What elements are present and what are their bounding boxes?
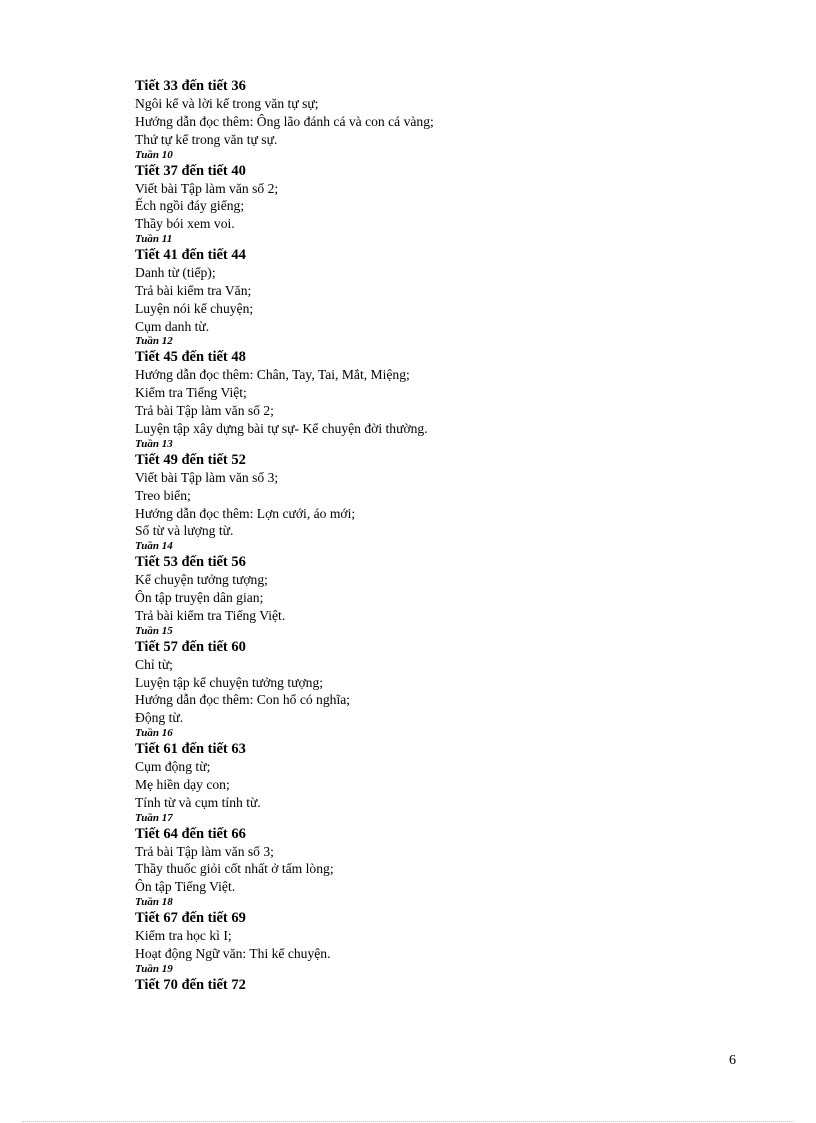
week-block — [135, 540, 735, 625]
lesson-item: Ngôi kể và lời kể trong văn tự sự; — [135, 96, 319, 111]
lesson-item: Mẹ hiền dạy con; — [135, 776, 230, 792]
lesson-range-heading: Tiết 33 đến tiết 36 — [135, 78, 246, 94]
lesson-range-heading: Tiết 67 đến tiết 69 — [135, 910, 246, 927]
lesson-item: Chỉ từ; — [135, 656, 173, 672]
week-heading: Tuần 19 — [135, 962, 173, 975]
lesson-item: Trả bài Tập làm văn số 2; — [135, 403, 274, 419]
lesson-range-heading: Tiết 61 đến tiết 63 — [135, 741, 246, 758]
lesson-range-heading: Tiết 37 đến tiết 40 — [135, 162, 246, 179]
week-heading: Tuần 15 — [135, 624, 173, 637]
lesson-item: Trả bài kiểm tra Tiếng Việt. — [135, 607, 286, 623]
lesson-item: Hướng dẫn đọc thêm: Con hổ có nghĩa; — [135, 692, 351, 708]
lesson-range-heading: Tiết 49 đến tiết 52 — [135, 451, 246, 468]
page-number: 6 — [729, 1053, 736, 1068]
syllabus-content — [135, 77, 735, 994]
week-block — [135, 896, 735, 963]
lesson-item: Hướng dẫn đọc thêm: Chân, Tay, Tai, Mắt, Miệng; — [135, 367, 410, 383]
lesson-item: Luyện nói kể chuyện; — [135, 300, 254, 316]
week-heading: Tuần 10 — [135, 148, 173, 161]
lesson-item: Danh từ (tiếp); — [135, 265, 216, 281]
lesson-item: Ôn tập Tiếng Việt. — [135, 879, 236, 895]
lesson-item: Hướng dẫn đọc thêm: Lợn cưới, áo mới; — [135, 505, 356, 521]
lesson-item: Cụm động từ; — [135, 759, 211, 775]
page-bottom-divider — [22, 1121, 794, 1122]
lesson-item: Tính từ và cụm tính từ. — [135, 794, 261, 810]
lesson-item: Hoạt động Ngữ văn: Thi kể chuyện. — [135, 946, 331, 961]
lesson-item: Thầy thuốc giỏi cốt nhất ở tấm lòng; — [135, 861, 334, 877]
week-heading: Tuần 14 — [135, 540, 173, 553]
lesson-item: Thứ tự kể trong văn tự sự. — [135, 131, 278, 147]
lesson-range-heading: Tiết 41 đến tiết 44 — [135, 247, 246, 264]
week-block — [135, 727, 735, 812]
lesson-item: Luyện tập xây dựng bài tự sự- Kể chuyện đời thường. — [135, 420, 428, 436]
lesson-item: Kiểm tra Tiếng Việt; — [135, 385, 247, 401]
week-block — [135, 963, 735, 994]
lesson-item: Kiểm tra học kì I; — [135, 928, 232, 944]
week-block — [135, 149, 735, 234]
lesson-item: Viết bài Tập làm văn số 3; — [135, 469, 279, 485]
week-block — [135, 625, 735, 727]
lesson-item: Số từ và lượng từ. — [135, 523, 234, 539]
week-block — [135, 812, 735, 897]
lesson-item: Treo biển; — [135, 487, 191, 503]
lesson-item: Động từ. — [135, 710, 184, 726]
lesson-item: Ôn tập truyện dân gian; — [135, 590, 264, 606]
lesson-item: Viết bài Tập làm văn số 2; — [135, 180, 279, 196]
lesson-item: Thầy bói xem voi. — [135, 216, 235, 232]
week-heading: Tuần 13 — [135, 437, 173, 450]
lesson-item: Luyện tập kể chuyện tưởng tượng; — [135, 674, 324, 690]
lesson-item: Trả bài kiểm tra Văn; — [135, 282, 252, 298]
week-block — [135, 335, 735, 437]
lesson-range-heading: Tiết 57 đến tiết 60 — [135, 638, 246, 655]
lesson-range-heading: Tiết 53 đến tiết 56 — [135, 554, 246, 571]
week-heading: Tuần 16 — [135, 727, 173, 740]
lesson-item: Ếch ngồi đáy giếng; — [135, 198, 245, 214]
lesson-range-heading: Tiết 70 đến tiết 72 — [135, 976, 246, 993]
lesson-item: Trả bài Tập làm văn số 3; — [135, 843, 274, 859]
week-heading: Tuần 17 — [135, 811, 173, 824]
lesson-range-heading: Tiết 45 đến tiết 48 — [135, 349, 246, 366]
lesson-range-heading: Tiết 64 đến tiết 66 — [135, 825, 246, 842]
week-block — [135, 438, 735, 540]
week-heading: Tuần 11 — [135, 233, 173, 246]
week-block — [135, 77, 735, 149]
week-heading: Tuần 12 — [135, 335, 173, 348]
lesson-item: Hướng dẫn đọc thêm: Ông lão đánh cá và con cá vàng; — [135, 113, 434, 129]
week-block — [135, 233, 735, 335]
lesson-item: Kể chuyện tưởng tượng; — [135, 572, 268, 588]
week-heading: Tuần 18 — [135, 896, 173, 909]
lesson-item: Cụm danh từ. — [135, 318, 210, 334]
